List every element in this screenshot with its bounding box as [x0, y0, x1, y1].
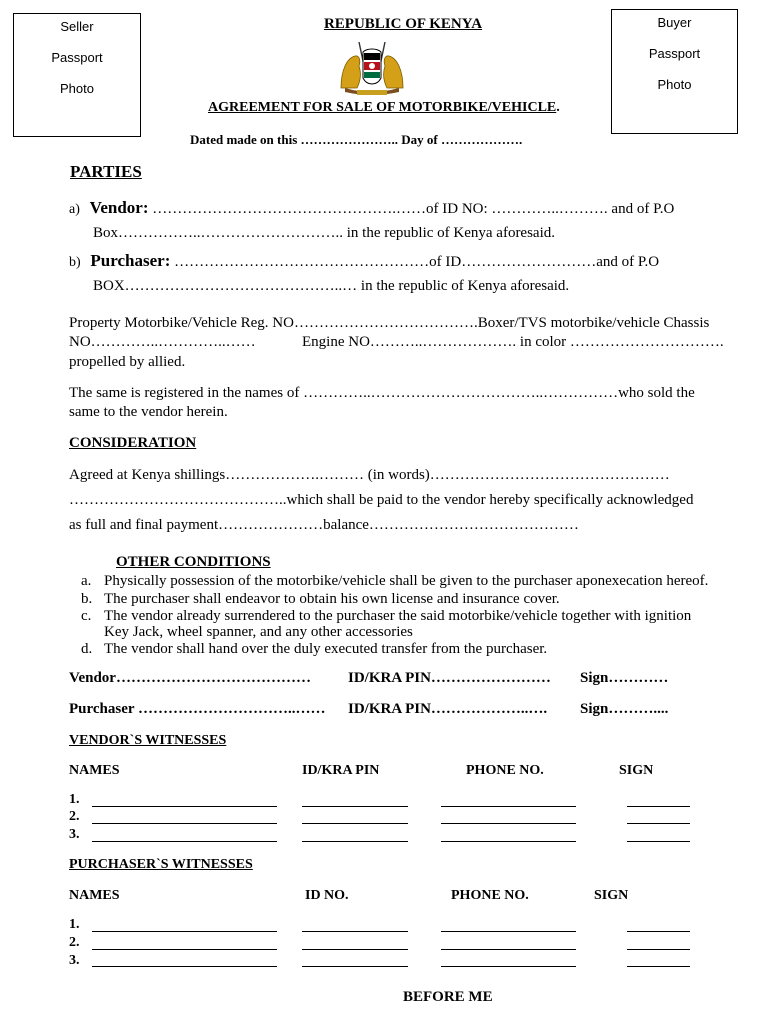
purchaser-witness-2-id-line[interactable] [302, 949, 408, 950]
vendor-witness-num-3: 3. [69, 827, 80, 842]
vendor-witness-num-2: 2. [69, 809, 80, 824]
purchaser-witness-3-sign-line[interactable] [627, 966, 690, 967]
vendor-sign: Sign………… [580, 670, 669, 686]
purchaser-witnesses-col-names: NAMES [69, 888, 120, 903]
vendor-sign-row [69, 670, 311, 687]
purchaser-sign: Sign……….... [580, 701, 669, 717]
seller-photo-photo: Photo [60, 81, 94, 96]
purchaser-label: Purchaser: [90, 251, 171, 270]
vendor-details-1: ………………………………………….……of ID NO: …………..………. and of P.O [152, 201, 675, 217]
vendor-witness-1-id-line[interactable] [302, 806, 408, 807]
purchaser-witness-1-sign-line[interactable] [627, 931, 690, 932]
condition-text-d: The vendor shall hand over the duly executed transfer from the purchaser. [104, 641, 548, 657]
purchaser-details-1: ……………………………………………of ID………………………and of P.O [174, 254, 660, 270]
buyer-photo-label: Buyer [657, 15, 692, 30]
property-line-2b: Engine NO………..………………. in color …………………………. [302, 334, 724, 350]
vendor-witness-2-sign-line[interactable] [627, 823, 690, 824]
vendor-witness-2-phone-line[interactable] [441, 823, 576, 824]
condition-marker-c: c. [81, 608, 92, 624]
agreement-title-text: AGREEMENT FOR SALE OF MOTORBIKE/VEHICLE [208, 100, 557, 115]
consideration-line-3: as full and final payment…………………balance…………………………………… [69, 517, 579, 533]
republic-heading: REPUBLIC OF KENYA [323, 16, 483, 32]
condition-marker-b: b. [81, 591, 93, 607]
condition-text-a: Physically possession of the motorbike/vehicle shall be given to the purchaser aponexecation hereof. [104, 573, 709, 589]
before-me-heading: BEFORE ME [403, 989, 493, 1005]
purchaser-witness-2-phone-line[interactable] [441, 949, 576, 950]
purchaser-witness-3-id-line[interactable] [302, 966, 408, 967]
vendor-witness-3-phone-line[interactable] [441, 841, 576, 842]
condition-text-c-cont: Key Jack, wheel spanner, and any other accessories [104, 624, 413, 640]
other-conditions-heading: OTHER CONDITIONS [116, 554, 271, 570]
condition-text-b: The purchaser shall endeavor to obtain his own license and insurance cover. [104, 591, 560, 607]
vendor-line-1 [69, 198, 674, 218]
vendor-line-2: Box……………..……………………….. in the republic of Kenya aforesaid. [93, 225, 556, 241]
vendor-sign-dots: ………………………………… [115, 670, 311, 686]
consideration-heading: CONSIDERATION [69, 435, 197, 451]
dated-line: Dated made on this ………………….. Day of ………………. [190, 132, 523, 147]
registered-line-2: same to the vendor herein. [69, 404, 228, 420]
vendor-witness-1-sign-line[interactable] [627, 806, 690, 807]
purchaser-witness-2-name-line[interactable] [92, 949, 277, 950]
vendor-id-pin: ID/KRA PIN…………………… [348, 670, 551, 686]
purchaser-witness-2-sign-line[interactable] [627, 949, 690, 950]
buyer-photo-photo: Photo [657, 77, 692, 92]
purchaser-witnesses-col-sign: SIGN [594, 888, 629, 903]
vendor-label: Vendor: [89, 198, 149, 217]
condition-marker-a: a. [81, 573, 92, 589]
vendor-witness-3-id-line[interactable] [302, 841, 408, 842]
vendor-witness-3-name-line[interactable] [92, 841, 277, 842]
purchaser-witnesses-col-phone: PHONE NO. [451, 888, 529, 903]
purchaser-witness-num-1: 1. [69, 917, 80, 932]
vendor-witness-3-sign-line[interactable] [627, 841, 690, 842]
purchaser-line-2: BOX……………………………………..… in the republic of Kenya aforesaid. [93, 278, 570, 294]
purchaser-witness-num-3: 3. [69, 953, 80, 968]
purchaser-sign-row [69, 701, 326, 718]
purchaser-line-1 [69, 251, 659, 271]
property-line-2a: NO…………..…………..…… [69, 334, 256, 350]
vendor-witness-2-name-line[interactable] [92, 823, 277, 824]
purchaser-id-pin: ID/KRA PIN………………..…. [348, 701, 548, 717]
parties-heading: PARTIES [70, 162, 142, 181]
purchaser-witness-num-2: 2. [69, 935, 80, 950]
consideration-line-2: ……………………………………..which shall be paid to the vendor hereby specifically acknowledged [69, 492, 694, 508]
purchaser-witness-3-name-line[interactable] [92, 966, 277, 967]
vendor-witnesses-col-phone: PHONE NO. [466, 763, 544, 778]
seller-photo-label: Seller [60, 19, 94, 34]
purchaser-witness-3-phone-line[interactable] [441, 966, 576, 967]
vendor-marker: a) [69, 202, 80, 217]
vendor-witness-2-id-line[interactable] [302, 823, 408, 824]
vendor-witness-num-1: 1. [69, 792, 80, 807]
purchaser-sign-label: Purchaser [69, 701, 135, 717]
registered-line-1: The same is registered in the names of …………..……………………………..……………who sold the [69, 385, 695, 401]
vendor-witnesses-heading: VENDOR`S WITNESSES [69, 733, 227, 748]
vendor-witnesses-col-id: ID/KRA PIN [302, 763, 380, 778]
purchaser-witnesses-col-id: ID NO. [305, 888, 349, 903]
purchaser-sign-dots: …………………………..…… [134, 701, 326, 717]
buyer-photo-passport: Passport [648, 46, 701, 61]
coat-of-arms-icon [337, 40, 407, 98]
vendor-witness-1-phone-line[interactable] [441, 806, 576, 807]
consideration-line-1: Agreed at Kenya shillings……………….……… (in words)………………………………………… [69, 467, 670, 483]
purchaser-witness-1-phone-line[interactable] [441, 931, 576, 932]
agreement-title-period: . [556, 100, 560, 115]
vendor-witnesses-col-names: NAMES [69, 763, 120, 778]
purchaser-witness-1-id-line[interactable] [302, 931, 408, 932]
seller-photo-passport: Passport [51, 50, 103, 65]
property-line-1: Property Motorbike/Vehicle Reg. NO……………………………….Boxer/TVS motorbike/vehicle Chassis [69, 315, 710, 331]
vendor-sign-label: Vendor [69, 670, 116, 686]
property-line-3: propelled by allied. [69, 354, 186, 370]
vendor-witness-1-name-line[interactable] [92, 806, 277, 807]
agreement-title [208, 100, 560, 116]
condition-marker-d: d. [81, 641, 93, 657]
purchaser-witnesses-heading: PURCHASER`S WITNESSES [69, 857, 253, 872]
vendor-witnesses-col-sign: SIGN [619, 763, 654, 778]
condition-text-c: The vendor already surrendered to the purchaser the said motorbike/vehicle together with ignition [104, 608, 692, 624]
purchaser-witness-1-name-line[interactable] [92, 931, 277, 932]
purchaser-marker: b) [69, 255, 81, 270]
